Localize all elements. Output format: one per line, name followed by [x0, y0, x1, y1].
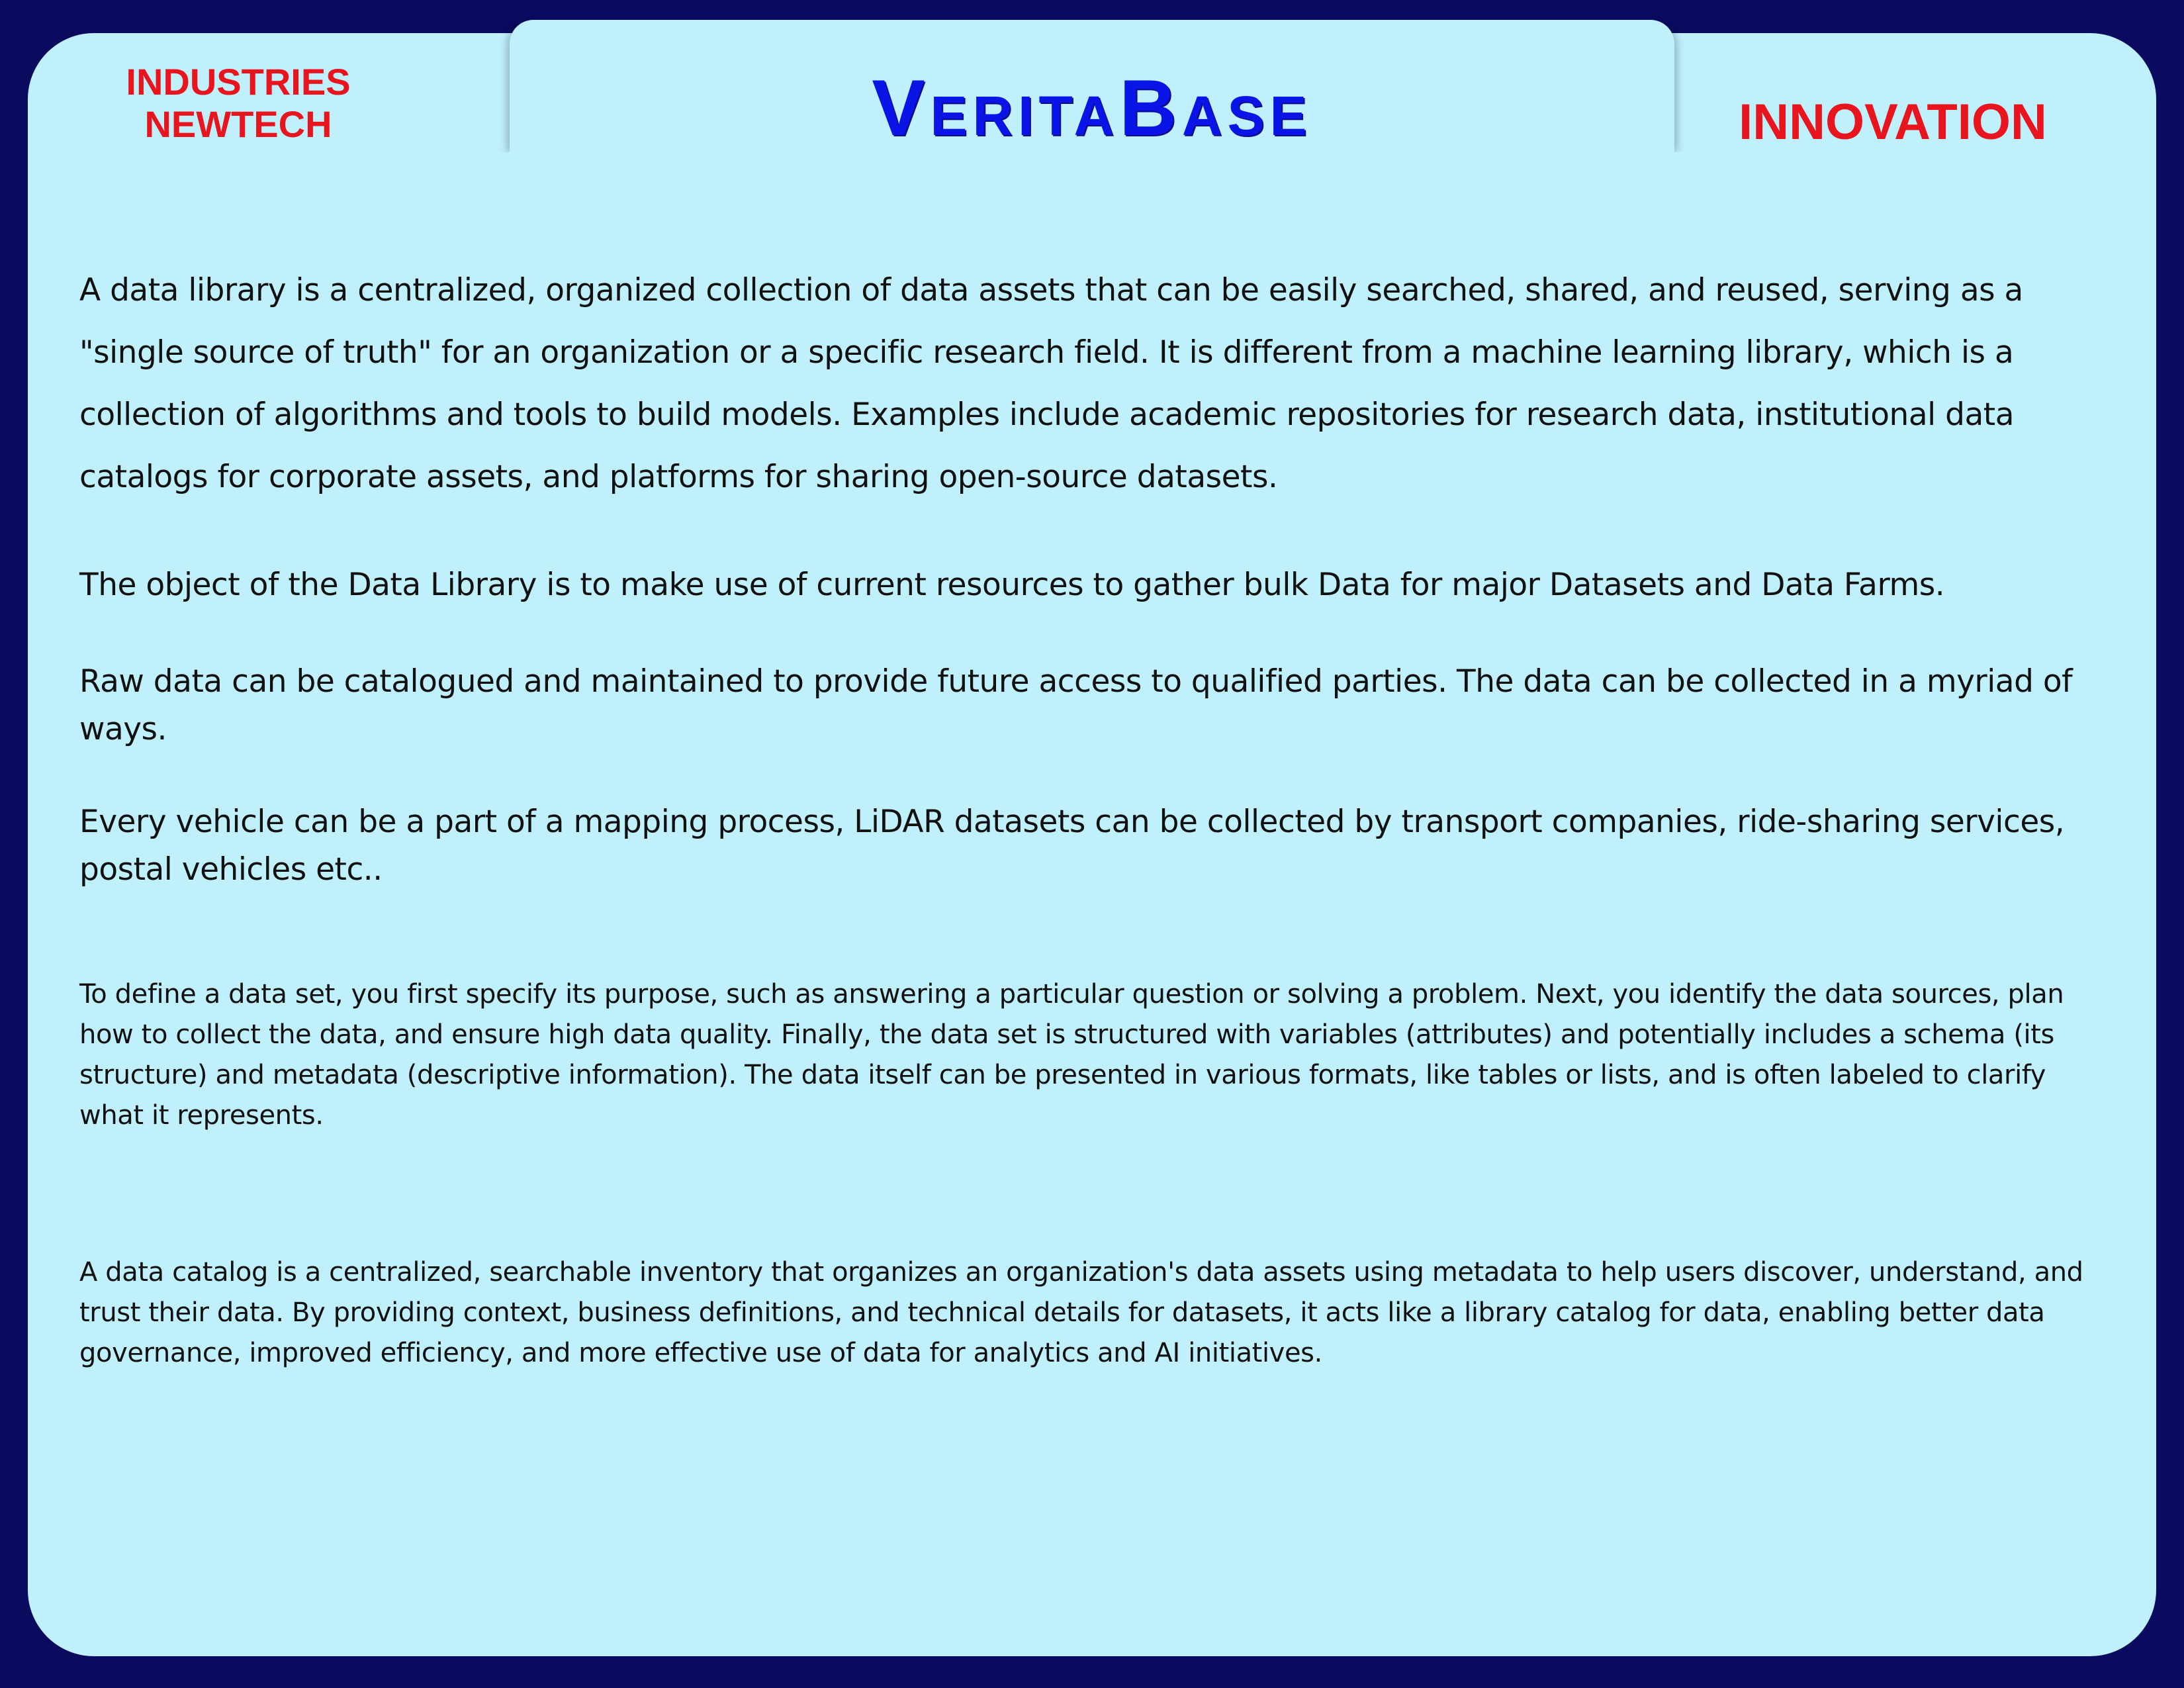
paragraph-data-library-definition: A data library is a centralized, organized collection of data assets that can be easily searched, shared, and reused, serving as a "single source of truth" for an organization or a specific research field. It is different from a machine learning library, which is a collection of algorithms and tools to build models. Examples include academic repositories for research data, institutional data catalogs for corporate assets, and platforms for sharing open-source datasets. — [79, 272, 2023, 495]
brand-newtech-industries — [99, 61, 377, 146]
paragraph-data-catalog: A data catalog is a centralized, searchable inventory that organizes an organization's data assets using metadata to help users discover, understand, and trust their data. By providing context, business definitions, and technical details for datasets, it acts like a library catalog for data, enabling better data governance, improved efficiency, and more effective use of data for analytics and AI initiatives. — [79, 1257, 2083, 1368]
paragraph-define-data-set: To define a data set, you first specify its purpose, such as answering a particular question or solving a problem. Next, you identify the data sources, plan how to collect the data, and ensure high data quality. Finally, the data set is structured with variables (attributes) and potentially includes a schema (its structure) and metadata (descriptive information). The data itself can be presented in various formats, like tables or lists, and is often labeled to clarify what it represents. — [79, 979, 2064, 1131]
site-title: VeritaBase — [872, 64, 1312, 152]
brand-left-line1: INDUSTRIES — [126, 61, 351, 103]
paragraph-raw-data: Raw data can be catalogued and maintained to provide future access to qualified parties. The data can be collected in a myriad of ways. — [79, 663, 2073, 747]
brand-innovation: INNOVATION — [1739, 94, 2047, 150]
paragraph-data-library-object: The object of the Data Library is to make use of current resources to gather bulk Data for major Datasets and Data Farms. — [79, 567, 1945, 603]
paragraph-vehicle-mapping: Every vehicle can be a part of a mapping process, LiDAR datasets can be collected by transport companies, ride-sharing services, postal vehicles etc.. — [79, 804, 2065, 888]
brand-left-line2: NEWTECH — [144, 103, 332, 145]
